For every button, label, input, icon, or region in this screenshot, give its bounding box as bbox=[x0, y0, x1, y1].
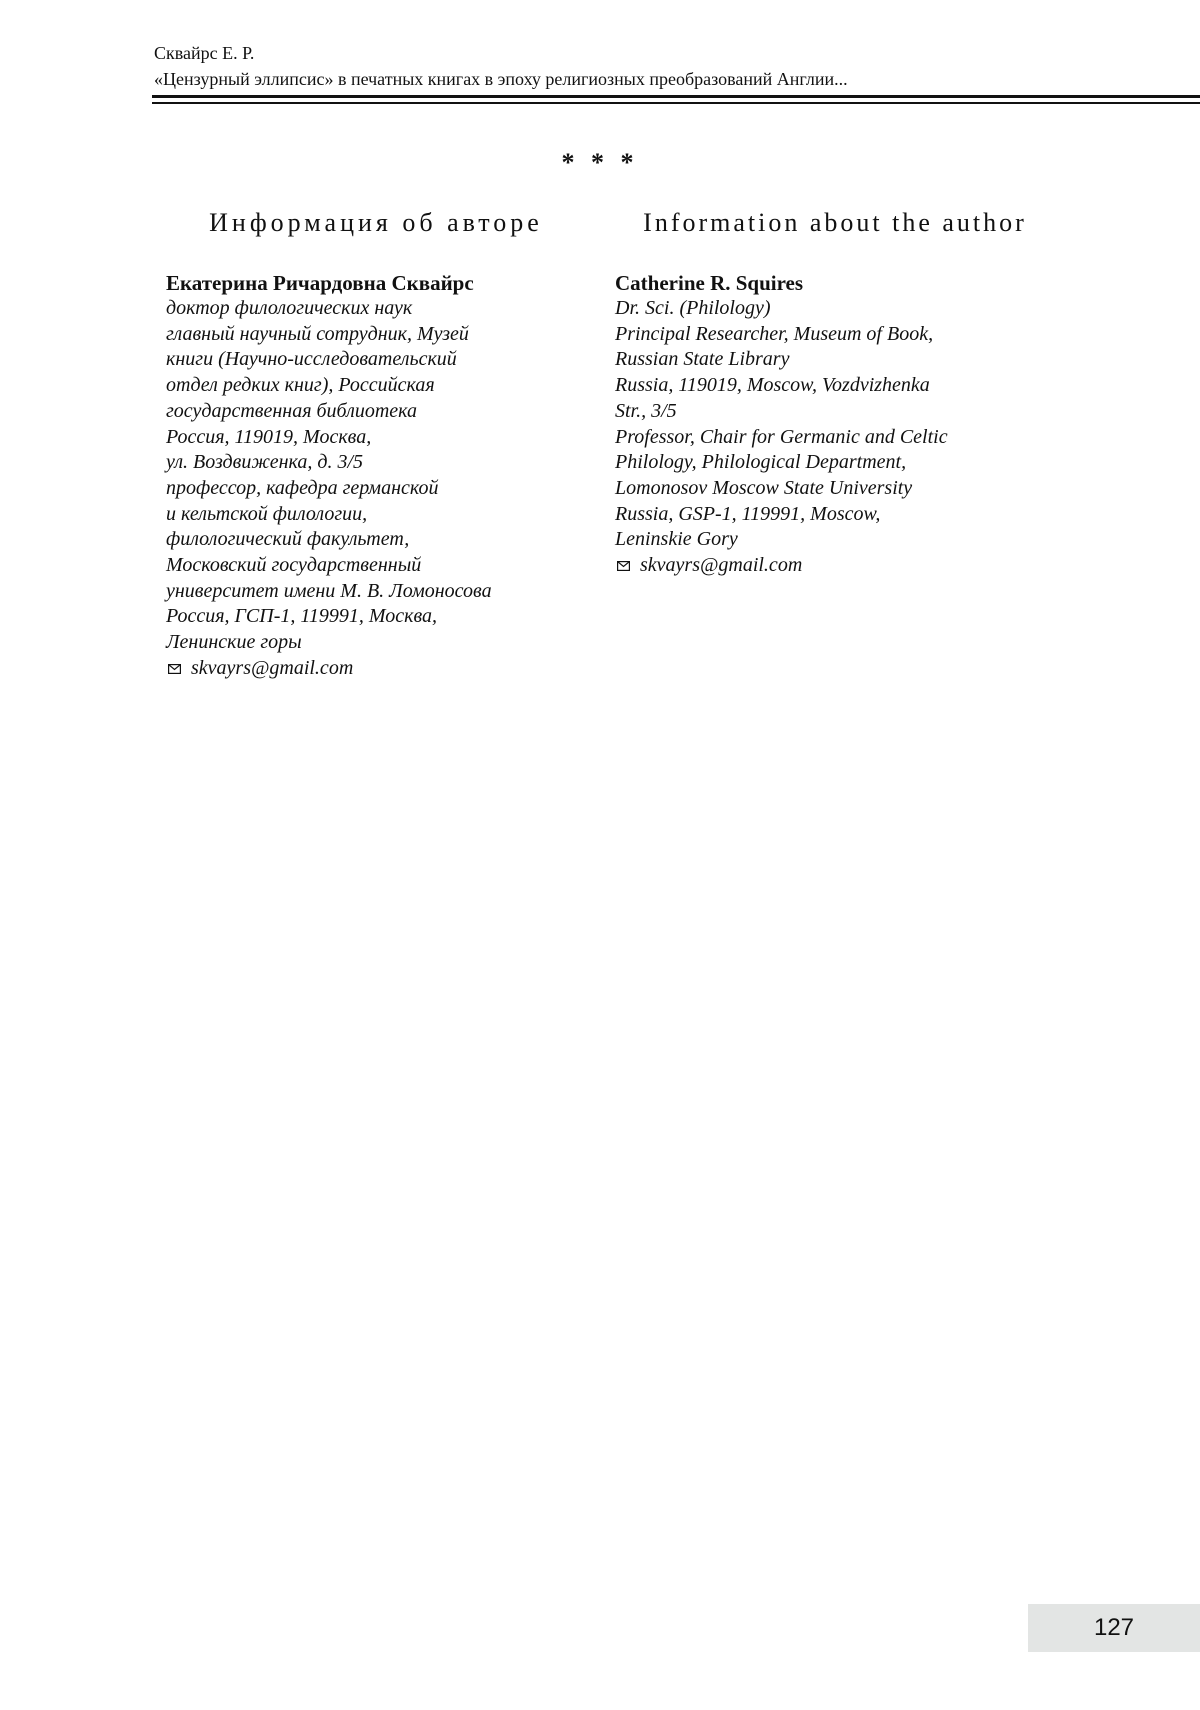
author-info-heading-ru: Информация об авторе bbox=[209, 208, 543, 237]
author-info-line: Russia, GSP-1, 119991, Moscow, bbox=[615, 502, 881, 525]
header-rule-thick bbox=[152, 95, 1200, 98]
envelope-icon bbox=[617, 561, 630, 571]
author-info-line: филологический факультет, bbox=[166, 528, 410, 551]
author-info-line: Lomonosov Moscow State University bbox=[615, 476, 913, 499]
header-rule-thin bbox=[152, 102, 1200, 104]
author-info-ru bbox=[166, 205, 586, 682]
author-info-en bbox=[615, 205, 1055, 579]
author-info-line: профессор, кафедра германской bbox=[166, 476, 439, 499]
author-info-line: и кельтской филологии, bbox=[166, 502, 368, 525]
author-info-line: ул. Воздвиженка, д. 3/5 bbox=[166, 451, 364, 474]
author-info-line: Professor, Chair for Germanic and Celtic bbox=[615, 425, 948, 448]
author-info-line: Россия, ГСП-1, 119991, Москва, bbox=[166, 605, 438, 628]
running-head-author: Сквайрс Е. Р. bbox=[154, 43, 255, 63]
author-info-line: Московский государственный bbox=[166, 554, 422, 577]
author-info-line: Philology, Philological Department, bbox=[615, 451, 907, 474]
author-info-line: Russia, 119019, Moscow, Vozdvizhenka bbox=[615, 374, 930, 397]
author-info-line: отдел редких книг), Российская bbox=[166, 374, 435, 397]
author-info-line: доктор филологических наук bbox=[166, 297, 413, 319]
email-link-ru[interactable]: skvayrs@gmail.com bbox=[191, 656, 354, 679]
running-head-title: «Цензурный эллипсис» в печатных книгах в эпоху религиозных преобразований Англии... bbox=[154, 69, 848, 89]
author-info-line: Str., 3/5 bbox=[615, 399, 677, 422]
envelope-icon bbox=[168, 664, 181, 674]
email-link-en[interactable]: skvayrs@gmail.com bbox=[640, 554, 803, 577]
page-number: 127 bbox=[1028, 1604, 1200, 1652]
author-email-en bbox=[615, 553, 1055, 579]
author-info-heading-en: Information about the author bbox=[643, 208, 1027, 237]
author-info-line: главный научный сотрудник, Музей bbox=[166, 322, 469, 345]
author-info-line: книги (Научно-исследовательский bbox=[166, 348, 457, 371]
author-email-ru bbox=[166, 656, 586, 682]
author-info-line: Dr. Sci. (Philology) bbox=[615, 297, 771, 319]
author-name-en: Catherine R. Squires bbox=[615, 271, 804, 295]
author-info-line: Ленинские горы bbox=[166, 631, 302, 654]
author-info-line: университет имени М. В. Ломоносова bbox=[166, 579, 492, 602]
running-head bbox=[154, 40, 1154, 92]
section-separator: * * * bbox=[561, 148, 639, 177]
author-name-ru: Екатерина Ричардовна Сквайрс bbox=[166, 271, 474, 295]
author-info-line: Principal Researcher, Museum of Book, bbox=[615, 322, 934, 345]
author-info-line: Russian State Library bbox=[615, 348, 790, 371]
author-info-line: Leninskie Gory bbox=[615, 528, 738, 551]
author-info-line: Россия, 119019, Москва, bbox=[166, 425, 372, 448]
author-info-line: государственная библиотека bbox=[166, 399, 418, 422]
